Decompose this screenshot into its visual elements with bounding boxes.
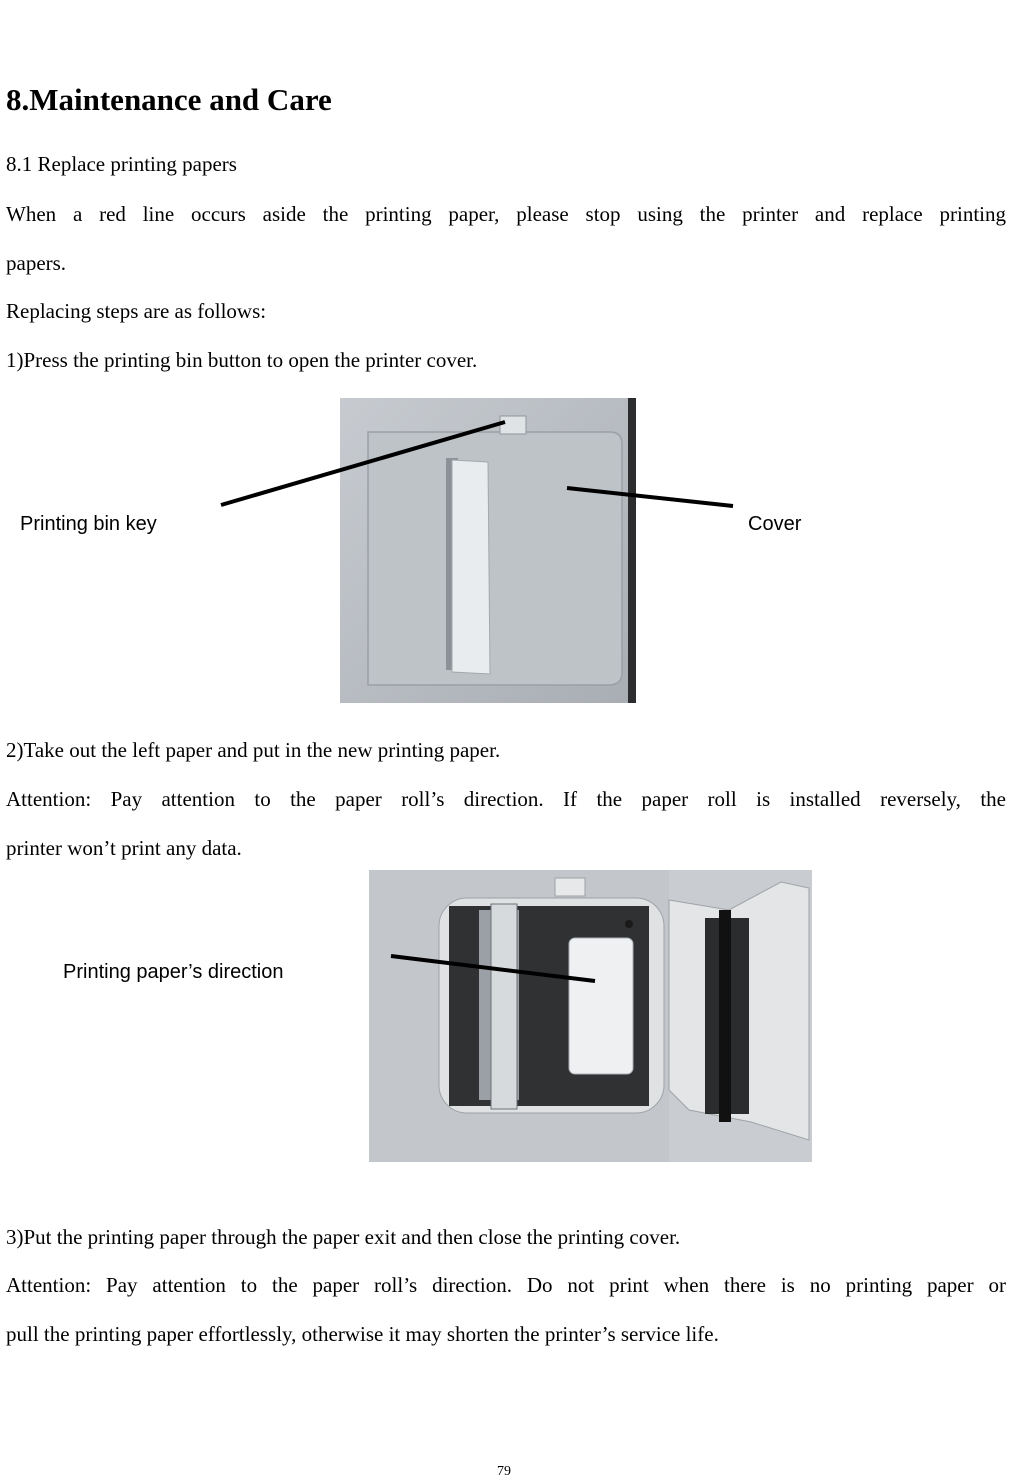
section-heading: 8.Maintenance and Care — [6, 82, 332, 117]
step-3-text: 3)Put the printing paper through the paper exit and then close the printing cover. — [6, 1225, 681, 1249]
paper-direction-pointer — [391, 956, 595, 981]
printing-bin-key-pointer — [221, 422, 505, 505]
printing-bin-key-label: Printing bin key — [20, 513, 157, 535]
attention-2-line-2: printer won’t print any data. — [6, 836, 242, 860]
subsection-heading: 8.1 Replace printing papers — [6, 152, 237, 176]
intro-paragraph-line-1: When a red line occurs aside the printing paper, please stop using the printer and replace printing — [6, 202, 1006, 226]
step-2-text: 2)Take out the left paper and put in the new printing paper. — [6, 738, 501, 762]
steps-intro: Replacing steps are as follows: — [6, 299, 267, 323]
intro-paragraph-line-2: papers. — [6, 251, 67, 275]
page-number: 79 — [497, 1464, 511, 1479]
cover-pointer — [567, 488, 733, 506]
attention-2-line-1: Attention: Pay attention to the paper roll’s direction. If the paper roll is installed reversely, the — [6, 787, 1006, 811]
step-1-text: 1)Press the printing bin button to open the printer cover. — [6, 348, 478, 372]
attention-3-line-1: Attention: Pay attention to the paper roll’s direction. Do not print when there is no printing paper or — [6, 1273, 1006, 1297]
cover-label: Cover — [748, 513, 802, 535]
attention-3-line-2: pull the printing paper effortlessly, otherwise it may shorten the printer’s service life. — [6, 1322, 719, 1346]
paper-direction-label: Printing paper’s direction — [63, 961, 284, 983]
figure-2-callout-line — [369, 870, 812, 1162]
